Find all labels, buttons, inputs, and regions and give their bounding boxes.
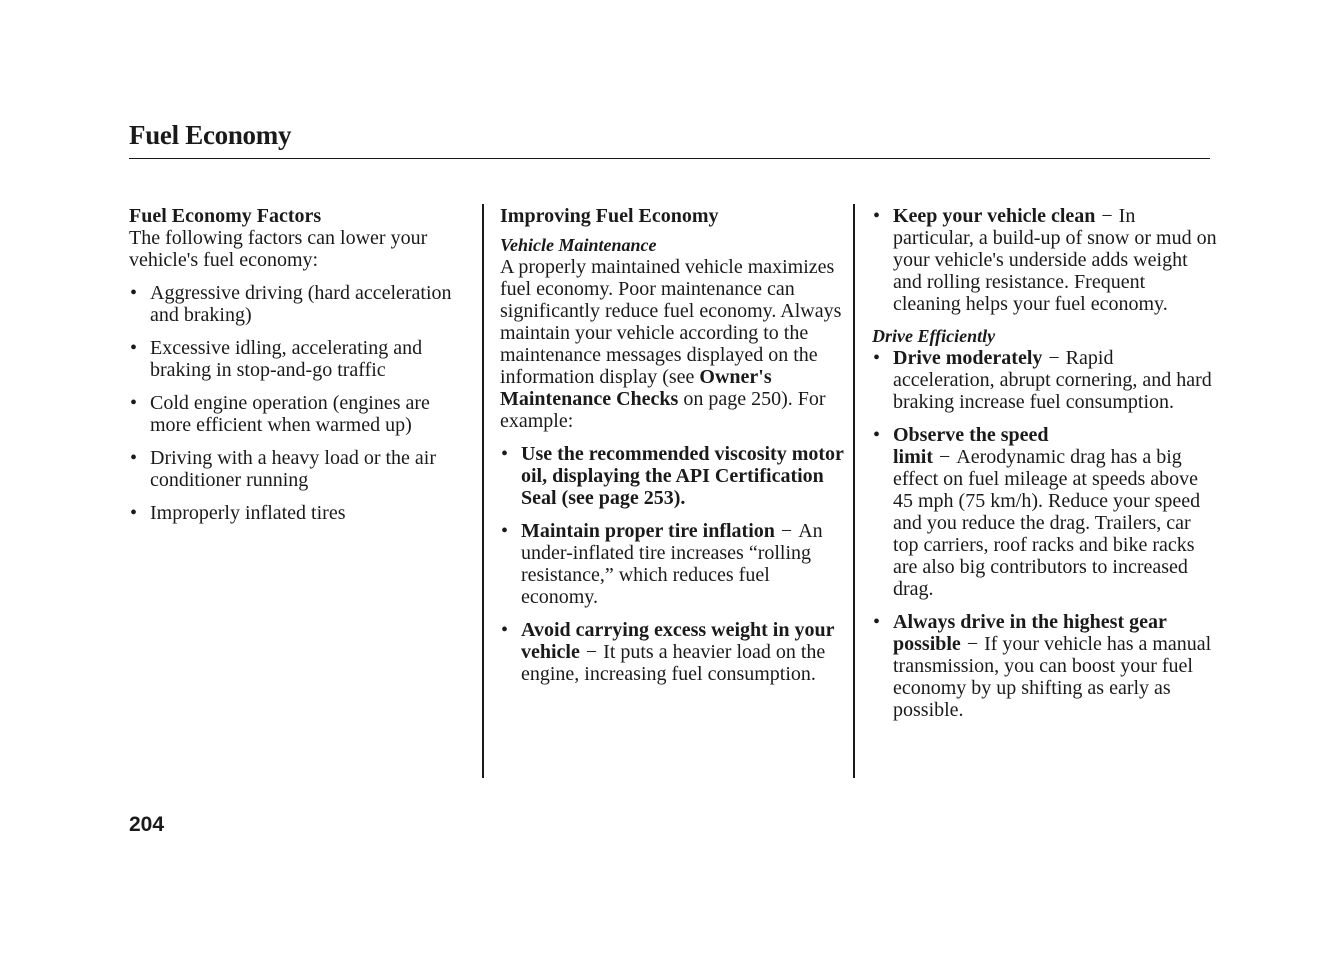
list-item-text: It puts a heavier load on the engine, increasing fuel consumption.	[521, 641, 826, 685]
column-divider	[482, 204, 484, 778]
list-item	[872, 424, 1217, 600]
bullet-icon: •	[873, 424, 881, 446]
bullet-icon: •	[873, 347, 881, 369]
bullet-icon: •	[501, 443, 509, 465]
driving-list	[872, 347, 1217, 721]
list-item	[129, 337, 474, 381]
list-item-text: Aerodynamic drag has a big effect on fuel mileage at speeds above 45 mph (75 km/h). Reduce your speed and you reduce the drag. Trailers, car top carriers, roof racks and bike racks are also big contributors to increased drag.	[893, 446, 1201, 600]
title-rule	[129, 158, 1210, 159]
list-item	[129, 502, 474, 524]
bullet-icon: •	[873, 205, 881, 227]
bullet-icon: •	[130, 282, 138, 304]
maintenance-intro-suffix: on page 250). For example:	[500, 388, 826, 432]
bullet-icon: •	[130, 392, 138, 414]
list-item	[129, 392, 474, 436]
dash-separator: −	[1101, 205, 1113, 227]
subheading-drive-efficiently: Drive Efficiently	[872, 326, 996, 346]
list-item-bold: Keep your vehicle clean	[893, 205, 1096, 227]
maintenance-checks-reference: Owner's Maintenance Checks	[500, 366, 772, 410]
column-drive-efficiently	[872, 205, 1217, 721]
list-item-bold: Drive moderately	[893, 347, 1043, 369]
dash-separator: −	[1048, 347, 1060, 369]
column-fuel-economy-factors	[129, 205, 474, 524]
list-item-text: Improperly inflated tires	[150, 502, 346, 524]
list-item	[872, 611, 1217, 721]
spacer	[500, 227, 845, 234]
list-item-text: Excessive idling, accelerating and braking in stop-and-go traffic	[150, 337, 423, 381]
list-item	[872, 347, 1217, 413]
list-item-bold: Use the recommended viscosity motor oil, displaying the API Certification Seal (see page 253).	[521, 443, 844, 509]
list-item	[500, 443, 845, 509]
list-item-text: In particular, a build-up of snow or mud on your vehicle's underside adds weight and rolling resistance. Frequent cleaning helps your fuel economy.	[893, 205, 1217, 315]
spacer	[872, 315, 1217, 325]
list-item-bold: Maintain proper tire inflation	[521, 520, 775, 542]
maintenance-list	[500, 443, 845, 685]
bullet-icon: •	[130, 337, 138, 359]
factors-list	[129, 282, 474, 524]
spacer	[129, 271, 474, 282]
maintenance-intro	[500, 256, 845, 432]
bullet-icon: •	[501, 520, 509, 542]
list-item-bold: Always drive in the highest gear possible	[893, 611, 1167, 655]
list-item-text: Cold engine operation (engines are more efficient when warmed up)	[150, 392, 430, 436]
page-number: 204	[129, 813, 165, 836]
list-item-text: Rapid acceleration, abrupt cornering, and hard braking increase fuel consumption.	[893, 347, 1212, 413]
subheading-vehicle-maintenance: Vehicle Maintenance	[500, 235, 657, 255]
bullet-icon: •	[130, 502, 138, 524]
list-item-text: Aggressive driving (hard acceleration and braking)	[150, 282, 452, 326]
column-improving-fuel-economy	[500, 205, 845, 685]
bullet-icon: •	[130, 447, 138, 469]
list-item-text: If your vehicle has a manual transmission, you can boost your fuel economy by up shifting as early as possible.	[893, 633, 1212, 721]
dash-separator: −	[966, 633, 979, 655]
list-item	[500, 619, 845, 685]
section-heading-improving-fuel-economy: Improving Fuel Economy	[500, 205, 719, 227]
column-divider	[853, 204, 855, 778]
bullet-icon: •	[873, 611, 881, 633]
dash-separator: −	[780, 520, 793, 542]
spacer	[500, 432, 845, 443]
maintenance-intro-text: A properly maintained vehicle maximizes fuel economy. Poor maintenance can significantly reduce fuel economy. Always maintain your vehicle according to the maintenance messages displayed on the information display (see	[500, 256, 842, 388]
list-item	[129, 447, 474, 491]
list-item-bold: Observe the speed limit	[893, 424, 1049, 468]
dash-separator: −	[939, 446, 951, 468]
section-heading-fuel-economy-factors: Fuel Economy Factors	[129, 205, 322, 227]
bullet-icon: •	[501, 619, 509, 641]
list-item	[872, 205, 1217, 315]
list-item	[500, 520, 845, 608]
list-item-text: Driving with a heavy load or the air conditioner running	[150, 447, 437, 491]
list-item-text: An under-inflated tire increases “rolling resistance,” which reduces fuel economy.	[521, 520, 823, 608]
dash-separator: −	[585, 641, 598, 663]
page-title: Fuel Economy	[129, 120, 292, 150]
cleaning-list	[872, 205, 1217, 315]
list-item	[129, 282, 474, 326]
list-item-bold: Avoid carrying excess weight in your vehicle	[521, 619, 835, 663]
factors-intro: The following factors can lower your vehicle's fuel economy:	[129, 227, 428, 271]
